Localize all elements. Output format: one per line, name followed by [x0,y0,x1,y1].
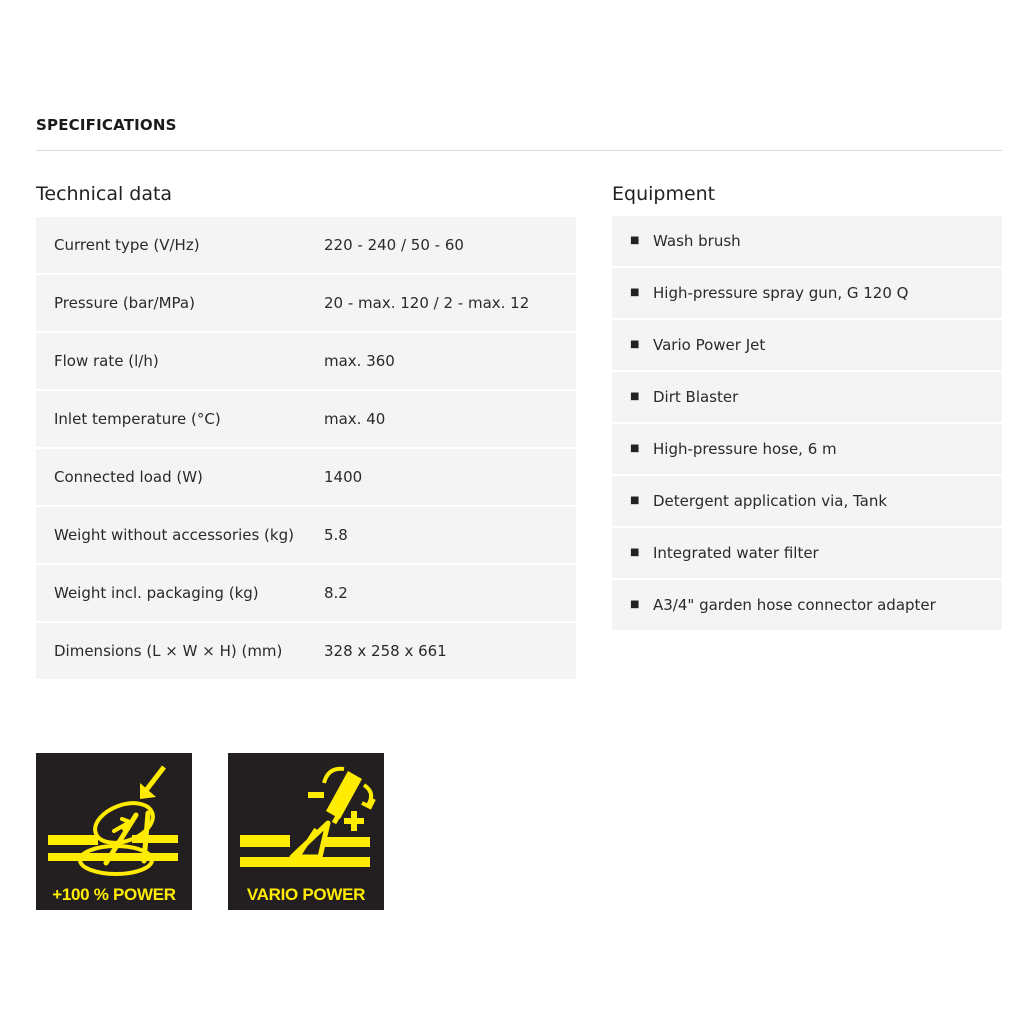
spec-label: Pressure (bar/MPa) [54,294,195,312]
power-badge [36,753,192,910]
bullet-icon: ■ [630,547,640,558]
spec-value: max. 360 [324,352,395,370]
equipment-item-text: Detergent application via, Tank [653,492,888,510]
spec-value: max. 40 [324,410,386,428]
table-row [36,391,576,447]
spec-value: 5.8 [324,526,348,544]
table-row [36,333,576,389]
spec-value: 20 - max. 120 / 2 - max. 12 [324,294,530,312]
spec-label: Connected load (W) [54,468,203,486]
badge-label: +100 % POWER [52,885,176,904]
list-item [612,216,1002,266]
bullet-icon: ■ [630,235,640,246]
bullet-icon: ■ [630,599,640,610]
equipment-item-text: High-pressure spray gun, G 120 Q [653,284,909,302]
table-row [36,623,576,679]
section-divider [36,150,1002,151]
equipment-item-text: Integrated water filter [653,544,819,562]
equipment-heading: Equipment [612,183,716,205]
list-item [612,580,1002,630]
spec-label: Weight incl. packaging (kg) [54,584,259,602]
bullet-icon: ■ [630,443,640,454]
spec-label: Inlet temperature (°C) [54,410,221,428]
technical-data-table [36,217,576,681]
table-row [36,449,576,505]
spec-value: 328 x 258 x 661 [324,642,447,660]
table-row [36,507,576,563]
list-item [612,268,1002,318]
spec-label: Current type (V/Hz) [54,236,200,254]
bullet-icon: ■ [630,391,640,402]
equipment-list [612,216,1002,632]
list-item [612,320,1002,370]
equipment-item-text: Wash brush [653,232,741,250]
table-row [36,565,576,621]
equipment-item-text: Dirt Blaster [653,388,739,406]
bullet-icon: ■ [630,287,640,298]
badge-label: VARIO POWER [246,885,366,904]
vario-power-badge [228,753,384,910]
list-item [612,528,1002,578]
spec-label: Dimensions (L × W × H) (mm) [54,642,283,660]
table-row [36,217,576,273]
list-item [612,476,1002,526]
spec-value: 1400 [324,468,363,486]
spec-value: 8.2 [324,584,348,602]
equipment-item-text: High-pressure hose, 6 m [653,440,837,458]
list-item [612,424,1002,474]
technical-data-heading: Technical data [36,183,173,205]
bullet-icon: ■ [630,339,640,350]
spec-value: 220 - 240 / 50 - 60 [324,236,464,254]
equipment-item-text: A3/4" garden hose connector adapter [653,596,936,614]
bullet-icon: ■ [630,495,640,506]
list-item [612,372,1002,422]
table-row [36,275,576,331]
equipment-item-text: Vario Power Jet [653,336,766,354]
spec-label: Flow rate (l/h) [54,352,159,370]
section-title: SPECIFICATIONS [36,116,177,134]
spec-label: Weight without accessories (kg) [54,526,294,544]
